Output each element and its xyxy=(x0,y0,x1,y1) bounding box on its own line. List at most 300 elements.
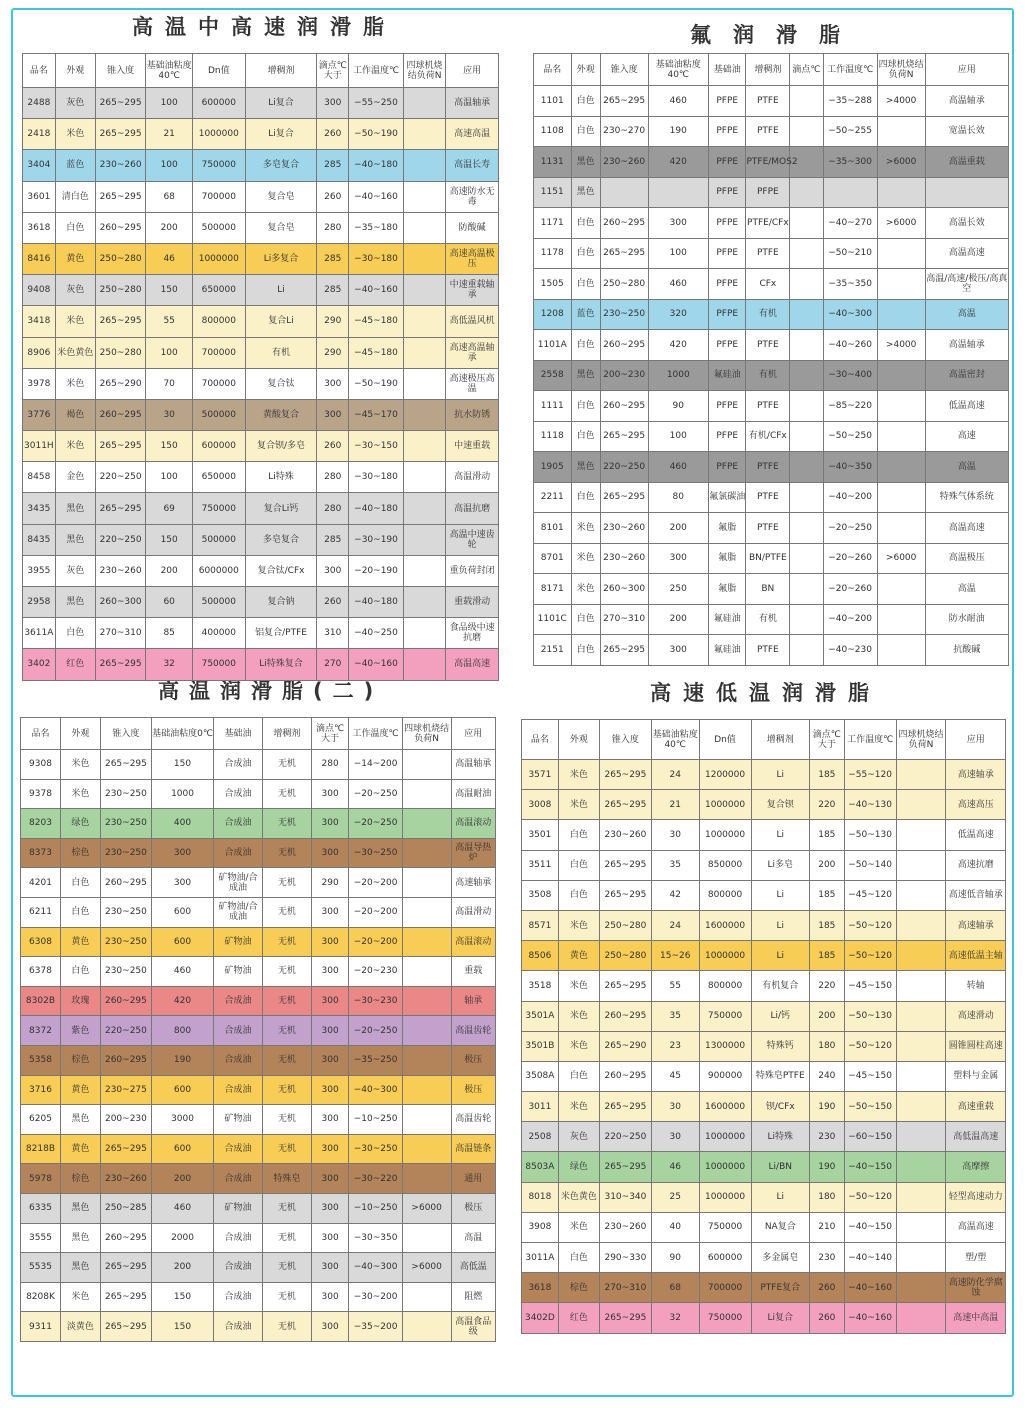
dn-cell: 矿物油 xyxy=(214,1105,263,1135)
viscosity-cell: 400 xyxy=(151,809,213,839)
table-row xyxy=(23,399,499,430)
dropping-point-cell: 185 xyxy=(810,941,845,971)
thickener-cell: 复合钡 xyxy=(751,790,809,820)
appearance-cell: 米色 xyxy=(558,760,599,790)
dropping-point-cell: 300 xyxy=(311,779,349,809)
dropping-point-cell: 300 xyxy=(311,1045,349,1075)
product-code-cell: 3601 xyxy=(23,181,56,212)
dropping-point-cell: 290 xyxy=(317,306,349,337)
appearance-cell: 黑色 xyxy=(571,452,600,483)
four-ball-cell xyxy=(896,1061,946,1091)
dropping-point-cell xyxy=(790,330,823,361)
table-row xyxy=(522,1152,1006,1182)
product-code-cell: 1208 xyxy=(534,299,572,330)
dropping-point-cell: 190 xyxy=(810,1152,845,1182)
table-row xyxy=(522,971,1006,1001)
four-ball-cell xyxy=(403,243,445,274)
penetration-cell: 265~295 xyxy=(599,1152,651,1182)
application-cell: 高速轴承 xyxy=(946,910,1006,940)
temperature-cell: −45~150 xyxy=(844,971,896,1001)
temperature-cell: −30~200 xyxy=(349,1282,402,1312)
appearance-cell: 黄色 xyxy=(558,941,599,971)
temperature-cell: −40~230 xyxy=(823,635,877,666)
temperature-cell: −40~150 xyxy=(844,1212,896,1242)
four-ball-cell xyxy=(402,1312,451,1342)
viscosity-cell: 460 xyxy=(648,86,708,117)
penetration-cell: 230~250 xyxy=(100,809,151,839)
thickener-cell: 无机 xyxy=(262,868,311,898)
thickener-cell: Li xyxy=(751,820,809,850)
appearance-cell: 清白色 xyxy=(55,181,95,212)
four-ball-cell xyxy=(877,177,925,208)
thickener-cell: PTFE xyxy=(746,330,790,361)
four-ball-cell xyxy=(403,555,445,586)
temperature-cell: −40~160 xyxy=(349,181,404,212)
table-row xyxy=(534,299,1009,330)
dn-cell: PFPE xyxy=(708,330,746,361)
table-row xyxy=(21,1223,496,1253)
appearance-cell: 米色 xyxy=(558,1092,599,1122)
viscosity-cell: 420 xyxy=(648,330,708,361)
application-cell: 高温/高速/极压/高真空 xyxy=(925,269,1008,300)
temperature-cell: −20~260 xyxy=(823,574,877,605)
viscosity-cell: 200 xyxy=(151,1164,213,1194)
dropping-point-cell: 260 xyxy=(317,119,349,150)
appearance-cell: 米色 xyxy=(55,306,95,337)
appearance-cell: 黑色 xyxy=(571,360,600,391)
thickener-cell: 多皂复合 xyxy=(245,150,317,181)
dn-cell: PFPE xyxy=(708,177,746,208)
table-row xyxy=(534,604,1009,635)
viscosity-cell: 300 xyxy=(648,635,708,666)
viscosity-cell: 30 xyxy=(651,1122,699,1152)
thickener-cell: 有机/CFx xyxy=(746,421,790,452)
viscosity-cell: 100 xyxy=(648,421,708,452)
thickener-cell: 无机 xyxy=(262,750,311,780)
four-ball-cell xyxy=(403,431,445,462)
thickener-cell: BN xyxy=(746,574,790,605)
penetration-cell: 220~250 xyxy=(600,452,648,483)
thickener-cell: 复合钡/多皂 xyxy=(245,431,317,462)
four-ball-cell xyxy=(877,299,925,330)
dn-cell: 750000 xyxy=(192,150,245,181)
penetration-cell: 250~280 xyxy=(95,275,146,306)
thickener-cell: 无机 xyxy=(262,809,311,839)
dropping-point-cell: 300 xyxy=(317,88,349,119)
dropping-point-cell: 310 xyxy=(317,618,349,649)
temperature-cell: −20~260 xyxy=(823,543,877,574)
product-code-cell: 1905 xyxy=(534,452,572,483)
application-cell: 高温轴承 xyxy=(451,750,495,780)
temperature-cell: −45~180 xyxy=(349,337,404,368)
dropping-point-cell: 280 xyxy=(317,462,349,493)
viscosity-header: 基础油粘度40℃ xyxy=(648,54,708,86)
viscosity-cell: 69 xyxy=(146,493,192,524)
thickener-cell: 无机 xyxy=(262,957,311,987)
temperature-cell: −40~270 xyxy=(823,208,877,239)
appearance-cell: 白色 xyxy=(558,820,599,850)
four-ball-cell: >6000 xyxy=(402,1253,451,1283)
viscosity-cell: 600 xyxy=(151,927,213,957)
thickener-cell: PTFE xyxy=(746,482,790,513)
application-cell: 高温密封 xyxy=(925,360,1008,391)
four-ball-cell: >4000 xyxy=(877,86,925,117)
thickener-cell: PTFE xyxy=(746,86,790,117)
product-code-cell: 9408 xyxy=(23,275,56,306)
application-cell: 高速轴承 xyxy=(946,760,1006,790)
temperature-cell: −20~250 xyxy=(349,809,402,839)
viscosity-cell: 150 xyxy=(146,431,192,462)
thickener-cell: 复合Li钙 xyxy=(245,493,317,524)
appearance-cell: 米色 xyxy=(60,1282,100,1312)
dropping-point-cell: 180 xyxy=(810,1182,845,1212)
product-code-cell: 3011 xyxy=(522,1092,559,1122)
application-cell: 高温长效 xyxy=(925,208,1008,239)
appearance-cell: 灰色 xyxy=(55,275,95,306)
dn-cell: 500000 xyxy=(192,399,245,430)
product-code-cell: 5535 xyxy=(21,1253,61,1283)
table-row xyxy=(23,649,499,680)
four-ball-cell xyxy=(403,524,445,555)
four-ball-cell xyxy=(896,850,946,880)
viscosity-cell: 21 xyxy=(651,790,699,820)
four-ball-cell xyxy=(402,897,451,927)
thickener-cell: 无机 xyxy=(262,1045,311,1075)
four-ball-cell xyxy=(896,1273,946,1303)
thickener-cell: Li/BN xyxy=(751,1152,809,1182)
viscosity-cell: 30 xyxy=(146,399,192,430)
table-row xyxy=(534,635,1009,666)
dn-cell: 矿物油 xyxy=(214,1193,263,1223)
viscosity-cell: 150 xyxy=(151,750,213,780)
table-row xyxy=(23,306,499,337)
table-row xyxy=(522,820,1006,850)
thickener-cell: 无机 xyxy=(262,1016,311,1046)
table-row xyxy=(522,1092,1006,1122)
product-code-cell: 3501 xyxy=(522,820,559,850)
product-code-cell: 4201 xyxy=(21,868,61,898)
temperature-cell: −60~150 xyxy=(844,1122,896,1152)
application-cell: 高温 xyxy=(925,574,1008,605)
four-ball-header: 四球机烧结负荷N xyxy=(403,54,445,88)
product-code-cell: 3908 xyxy=(522,1212,559,1242)
viscosity-cell: 300 xyxy=(648,543,708,574)
product-code-cell: 8373 xyxy=(21,838,61,868)
appearance-cell: 棕色 xyxy=(60,1045,100,1075)
four-ball-cell xyxy=(402,1282,451,1312)
viscosity-cell: 200 xyxy=(146,555,192,586)
dropping-point-cell: 300 xyxy=(311,957,349,987)
viscosity-cell: 420 xyxy=(151,986,213,1016)
appearance-cell: 绿色 xyxy=(558,1152,599,1182)
four-ball-cell xyxy=(403,493,445,524)
temperature-cell: −50~255 xyxy=(823,116,877,147)
product-code-cell: 3611A xyxy=(23,618,56,649)
dropping-point-cell xyxy=(790,116,823,147)
dropping-point-cell: 210 xyxy=(810,1212,845,1242)
application-cell: 宽温长效 xyxy=(925,116,1008,147)
penetration-cell: 265~290 xyxy=(599,1031,651,1061)
penetration-cell: 260~295 xyxy=(100,1045,151,1075)
viscosity-cell: 190 xyxy=(648,116,708,147)
application-cell: 高速防化学腐蚀 xyxy=(946,1273,1006,1303)
thickener-cell: 特殊皂PTFE xyxy=(751,1061,809,1091)
application-cell: 极压 xyxy=(451,1075,495,1105)
four-ball-cell xyxy=(402,1134,451,1164)
temperature-cell: −50~190 xyxy=(349,119,404,150)
dn-cell: 1600000 xyxy=(699,910,751,940)
penetration-cell: 265~295 xyxy=(100,1134,151,1164)
grease-table xyxy=(22,53,499,681)
penetration-cell: 265~295 xyxy=(599,760,651,790)
product-code-cell: 3571 xyxy=(522,760,559,790)
table-title: 氟润滑脂 xyxy=(690,23,862,47)
appearance-cell: 白色 xyxy=(55,618,95,649)
dropping-point-cell: 300 xyxy=(311,1282,349,1312)
table-row xyxy=(534,360,1009,391)
temperature-cell: −35~200 xyxy=(349,1312,402,1342)
viscosity-cell: 30 xyxy=(651,1092,699,1122)
four-ball-cell xyxy=(896,820,946,850)
application-cell: 塑/塑 xyxy=(946,1243,1006,1273)
penetration-cell: 220~250 xyxy=(95,524,146,555)
four-ball-cell xyxy=(896,941,946,971)
temperature-cell: −30~230 xyxy=(349,986,402,1016)
appearance-cell: 棕色 xyxy=(558,1273,599,1303)
application-cell: 高温链条 xyxy=(451,1134,495,1164)
table-row xyxy=(522,1031,1006,1061)
application-cell: 高低温 xyxy=(451,1253,495,1283)
dn-cell: 1000000 xyxy=(699,820,751,850)
penetration-header: 锥入度 xyxy=(600,54,648,86)
penetration-cell: 230~250 xyxy=(100,779,151,809)
penetration-cell: 230~260 xyxy=(600,513,648,544)
grease-table xyxy=(533,53,1009,666)
application-cell: 高温轴承 xyxy=(446,88,499,119)
product-code-cell: 3011A xyxy=(522,1243,559,1273)
temperature-cell: −50~140 xyxy=(844,850,896,880)
thickener-cell: 特殊钙 xyxy=(751,1031,809,1061)
temperature-cell: −35~288 xyxy=(823,86,877,117)
product-code-cell: 3955 xyxy=(23,555,56,586)
product-code-cell: 3402 xyxy=(23,649,56,680)
dn-cell: 400000 xyxy=(192,618,245,649)
thickener-cell: Li多复合 xyxy=(245,243,317,274)
dn-cell: PFPE xyxy=(708,86,746,117)
dn-cell: PFPE xyxy=(708,238,746,269)
product-code-cell: 3776 xyxy=(23,399,56,430)
application-cell: 中速重载 xyxy=(446,431,499,462)
product-code-cell: 3508 xyxy=(522,880,559,910)
four-ball-cell: >6000 xyxy=(877,208,925,239)
table-row xyxy=(522,1212,1006,1242)
dropping-point-header: 滴点℃大于 xyxy=(810,720,845,760)
table-row xyxy=(21,809,496,839)
four-ball-cell xyxy=(877,604,925,635)
thickener-cell: 无机 xyxy=(262,986,311,1016)
viscosity-cell: 300 xyxy=(151,868,213,898)
dn-cell: 650000 xyxy=(192,275,245,306)
appearance-cell: 黑色 xyxy=(60,1253,100,1283)
four-ball-cell xyxy=(896,1031,946,1061)
thickener-cell: 有机复合 xyxy=(751,971,809,1001)
appearance-header: 外观 xyxy=(60,718,100,750)
four-ball-cell xyxy=(402,779,451,809)
temperature-cell: −50~250 xyxy=(823,421,877,452)
viscosity-cell: 1000 xyxy=(151,779,213,809)
thickener-cell: PTFE xyxy=(746,635,790,666)
product-code-cell: 6205 xyxy=(21,1105,61,1135)
penetration-cell: 265~295 xyxy=(95,181,146,212)
application-cell: 高温滑动 xyxy=(451,897,495,927)
product-code-cell: 8458 xyxy=(23,462,56,493)
penetration-cell: 260~295 xyxy=(100,986,151,1016)
temperature-cell: −30~150 xyxy=(349,431,404,462)
four-ball-cell xyxy=(877,238,925,269)
temperature-cell: −30~180 xyxy=(349,462,404,493)
dropping-point-cell xyxy=(790,513,823,544)
four-ball-cell xyxy=(896,760,946,790)
temperature-cell: −35~350 xyxy=(823,269,877,300)
four-ball-cell xyxy=(877,391,925,422)
dropping-point-cell: 260 xyxy=(317,431,349,462)
thickener-cell: 无机 xyxy=(262,1253,311,1283)
four-ball-cell xyxy=(896,1122,946,1152)
four-ball-cell xyxy=(402,927,451,957)
appearance-cell: 绿色 xyxy=(60,809,100,839)
dropping-point-header: 滴点℃ xyxy=(790,54,823,86)
dn-cell: 1000000 xyxy=(699,1152,751,1182)
dropping-point-cell: 285 xyxy=(317,150,349,181)
viscosity-header: 基础油粘度40℃ xyxy=(146,54,192,88)
viscosity-cell: 460 xyxy=(151,957,213,987)
dn-cell: 合成油 xyxy=(214,1134,263,1164)
temperature-cell: −20~250 xyxy=(823,513,877,544)
appearance-cell: 黑色 xyxy=(55,493,95,524)
appearance-cell: 黑色 xyxy=(571,147,600,178)
appearance-cell: 米色 xyxy=(571,574,600,605)
viscosity-cell: 420 xyxy=(648,147,708,178)
table-row xyxy=(534,543,1009,574)
product-code-cell: 3011H xyxy=(23,431,56,462)
viscosity-cell: 600 xyxy=(151,897,213,927)
product-code-cell: 3008 xyxy=(522,790,559,820)
viscosity-cell: 800 xyxy=(151,1016,213,1046)
temperature-cell: −30~350 xyxy=(349,1223,402,1253)
thickener-cell: 有机 xyxy=(746,360,790,391)
appearance-cell: 蓝色 xyxy=(571,299,600,330)
viscosity-cell: 25 xyxy=(651,1182,699,1212)
dn-cell: 氟脂 xyxy=(708,543,746,574)
appearance-cell: 黄色 xyxy=(55,243,95,274)
temperature-cell: −20~190 xyxy=(349,555,404,586)
four-ball-header: 四球机烧结负荷N xyxy=(896,720,946,760)
viscosity-cell: 68 xyxy=(651,1273,699,1303)
application-cell: 高温极压 xyxy=(925,543,1008,574)
product-code-cell: 8435 xyxy=(23,524,56,555)
viscosity-cell: 40 xyxy=(651,1212,699,1242)
appearance-cell: 黑色 xyxy=(55,587,95,618)
application-cell: 高速重载 xyxy=(946,1092,1006,1122)
dropping-point-cell xyxy=(790,391,823,422)
dropping-point-cell: 200 xyxy=(810,850,845,880)
product-code-cell: 2418 xyxy=(23,119,56,150)
viscosity-cell: 200 xyxy=(648,604,708,635)
dn-cell: 500000 xyxy=(192,587,245,618)
appearance-cell: 黑色 xyxy=(55,524,95,555)
application-cell: 高温轴承 xyxy=(925,86,1008,117)
dropping-point-cell xyxy=(790,208,823,239)
viscosity-cell: 250 xyxy=(648,574,708,605)
viscosity-cell: 46 xyxy=(146,243,192,274)
dropping-point-cell: 240 xyxy=(810,1061,845,1091)
thickener-cell: PTFE/CFx xyxy=(746,208,790,239)
appearance-cell: 米色 xyxy=(558,1001,599,1031)
application-cell: 高摩擦 xyxy=(946,1152,1006,1182)
thickener-cell: PTFE xyxy=(746,452,790,483)
application-cell: 圆锥圆柱高速 xyxy=(946,1031,1006,1061)
penetration-cell: 260~295 xyxy=(100,868,151,898)
dn-cell: 1000000 xyxy=(699,1122,751,1152)
table-row xyxy=(522,941,1006,971)
appearance-cell: 黑色 xyxy=(60,1223,100,1253)
appearance-cell: 白色 xyxy=(558,1243,599,1273)
dn-cell: 750000 xyxy=(699,1212,751,1242)
penetration-cell: 230~260 xyxy=(95,150,146,181)
table-row xyxy=(21,897,496,927)
four-ball-cell xyxy=(877,513,925,544)
thickener-cell: 无机 xyxy=(262,1223,311,1253)
dropping-point-cell: 300 xyxy=(311,1105,349,1135)
application-cell: 塑料与金属 xyxy=(946,1061,1006,1091)
temperature-cell: −50~120 xyxy=(844,1031,896,1061)
penetration-cell: 230~260 xyxy=(600,147,648,178)
table-row xyxy=(534,147,1009,178)
penetration-cell: 260~295 xyxy=(600,330,648,361)
four-ball-cell: >6000 xyxy=(877,543,925,574)
dropping-point-header: 滴点℃大于 xyxy=(317,54,349,88)
table-row xyxy=(522,910,1006,940)
application-cell: 高温抗磨 xyxy=(446,493,499,524)
penetration-cell: 250~280 xyxy=(95,337,146,368)
temperature-cell: −30~190 xyxy=(349,524,404,555)
table-row xyxy=(534,116,1009,147)
product-code-cell: 1108 xyxy=(534,116,572,147)
dn-cell: 750000 xyxy=(699,1303,751,1333)
product-code-cell: 6378 xyxy=(21,957,61,987)
four-ball-cell xyxy=(403,150,445,181)
penetration-cell: 260~295 xyxy=(599,1061,651,1091)
dn-cell: 氟硅油 xyxy=(708,604,746,635)
dn-cell: 1000000 xyxy=(192,243,245,274)
dn-cell: PFPE xyxy=(708,421,746,452)
table-row xyxy=(534,482,1009,513)
application-cell: 重载滑动 xyxy=(446,587,499,618)
product-code-cell: 1151 xyxy=(534,177,572,208)
dn-cell: 850000 xyxy=(699,850,751,880)
table-title: 高速低温润滑脂 xyxy=(650,681,881,705)
application-cell: 高速滑动 xyxy=(946,1001,1006,1031)
appearance-cell: 白色 xyxy=(571,421,600,452)
temperature-cell: −30~250 xyxy=(349,1134,402,1164)
application-cell: 高温 xyxy=(925,452,1008,483)
four-ball-cell xyxy=(896,1182,946,1212)
dn-cell: 合成油 xyxy=(214,1164,263,1194)
thickener-cell: 多皂复合 xyxy=(245,524,317,555)
dn-cell: 800000 xyxy=(192,306,245,337)
table-row xyxy=(534,238,1009,269)
viscosity-cell: 200 xyxy=(648,513,708,544)
